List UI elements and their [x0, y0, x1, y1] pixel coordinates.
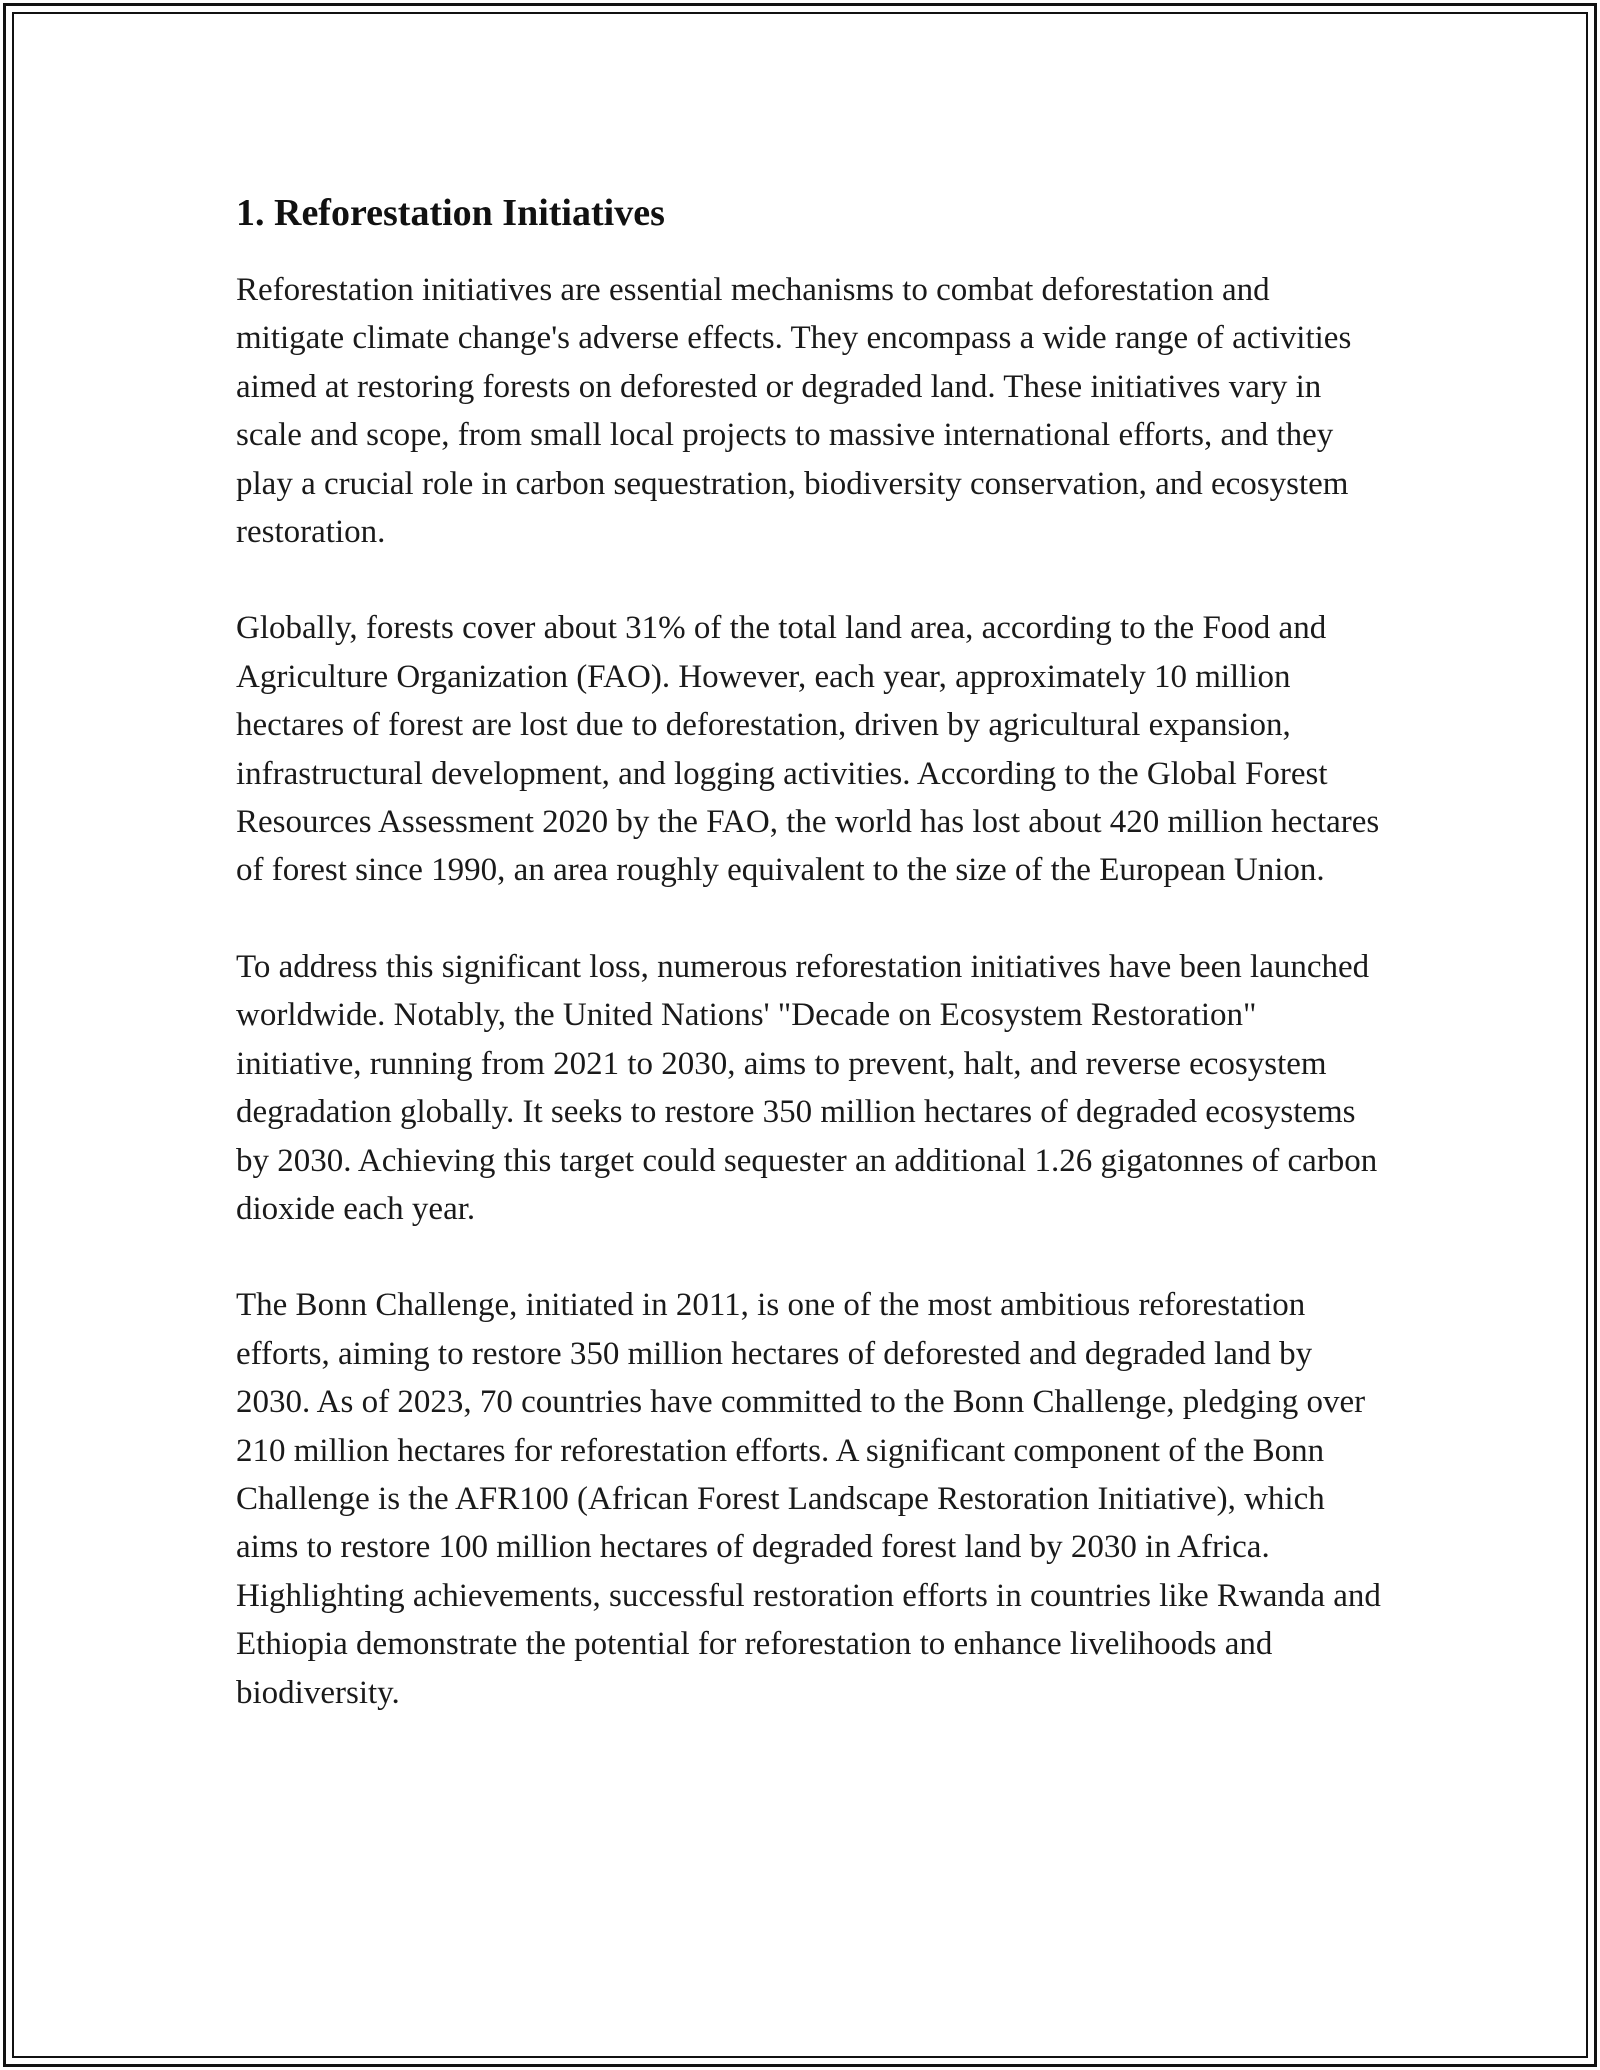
- paragraph-intro: Reforestation initiatives are essential mechanisms to combat deforestation and mitigate climate change's adverse effects. They encompass a wide range of activities aimed at restoring forests on deforested or degraded land. These initiatives vary in scale and scope, from small local projects to massive international efforts, and they play a crucial role in carbon sequestration, biodiversity conservation, and ecosystem restoration.: [236, 272, 1352, 551]
- paragraph-bonn-challenge: The Bonn Challenge, initiated in 2011, is one of the most ambitious reforestation efforts, aiming to restore 350 million hectares of deforested and degraded land by 2030. As of 2023, 70 countries have committed to the Bonn Challenge, pledging over 210 million hectares for reforestation efforts. A significant component of the Bonn Challenge is the AFR100 (African Forest Landscape Restoration Initiative), which aims to restore 100 million hectares of degraded forest land by 2030 in Africa. Highlighting achievements, successful restoration efforts in countries like Rwanda and Ethiopia demonstrate the potential for reforestation to enhance livelihoods and biodiversity.: [236, 1287, 1381, 1711]
- paragraph-global-forest-loss: Globally, forests cover about 31% of the total land area, according to the Food and Agriculture Organization (FAO). However, each year, approximately 10 million hectares of forest are lost due to deforestation, driven by agricultural expansion, infrastructural development, and logging activities. According to the Global Forest Resources Assessment 2020 by the FAO, the world has lost about 420 million hectares of forest since 1990, an area roughly equivalent to the size of the European Union.: [236, 610, 1380, 889]
- section-heading: 1. Reforestation Initiatives: [236, 192, 665, 234]
- document-body: [236, 180, 1386, 1765]
- paragraph-un-decade-restoration: To address this significant loss, numerous reforestation initiatives have been launched worldwide. Notably, the United Nations' "Decade on Ecosystem Restoration" initiative, running from 2021 to 2030, aims to prevent, halt, and reverse ecosystem degradation globally. It seeks to restore 350 million hectares of degraded ecosystems by 2030. Achieving this target could sequester an additional 1.26 gigatonnes of carbon dioxide each year.: [236, 948, 1378, 1227]
